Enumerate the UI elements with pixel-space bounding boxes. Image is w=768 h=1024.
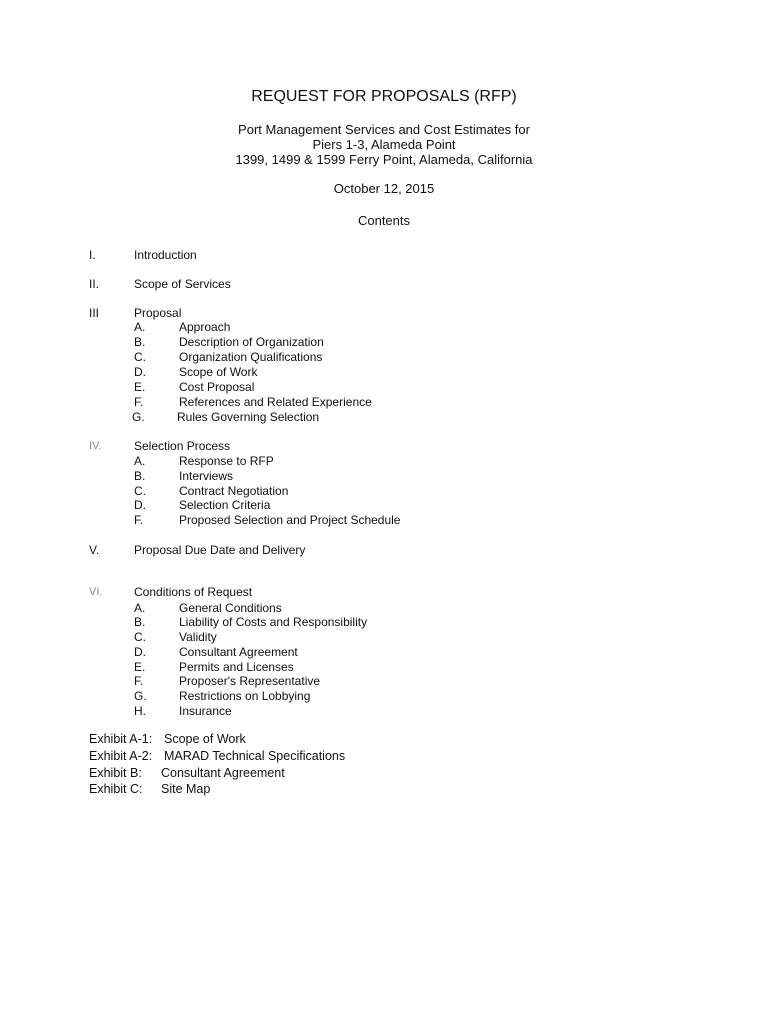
exhibit-title: Scope of Work	[164, 732, 246, 746]
subtitle-line-3: 1399, 1499 & 1599 Ferry Point, Alameda, California	[235, 152, 533, 167]
list-item-letter: C.	[134, 484, 146, 498]
exhibit-label: Exhibit A-1:	[89, 732, 153, 746]
list-item-letter: C.	[134, 630, 146, 644]
list-item-letter: G.	[134, 689, 147, 703]
section-number: I.	[89, 248, 96, 262]
exhibit-line	[89, 766, 285, 780]
section-title: Scope of Services	[134, 277, 231, 291]
list-item: Permits and Licenses	[179, 660, 294, 674]
exhibit-label: Exhibit A-2:	[89, 749, 153, 763]
list-item-letter: F.	[134, 395, 144, 409]
section-title: Proposal Due Date and Delivery	[134, 543, 306, 557]
exhibit-title: Consultant Agreement	[161, 766, 285, 780]
subtitle-line-2: Piers 1-3, Alameda Point	[312, 137, 456, 152]
list-item: General Conditions	[179, 601, 282, 615]
section-title: Conditions of Request	[134, 585, 253, 599]
list-item-letter: F.	[134, 674, 144, 688]
document-date: October 12, 2015	[333, 181, 435, 196]
list-item: Contract Negotiation	[179, 484, 289, 498]
list-item-letter: A.	[134, 601, 146, 615]
list-item: Liability of Costs and Responsibility	[179, 615, 368, 629]
list-item-letter: G.	[132, 410, 145, 424]
section-number: VI.	[89, 586, 103, 598]
list-item: References and Related Experience	[179, 395, 372, 409]
section-title: Proposal	[134, 306, 182, 320]
list-item: Scope of Work	[179, 365, 258, 379]
list-item: Response to RFP	[179, 454, 274, 468]
list-item-letter: H.	[134, 704, 146, 718]
list-item: Proposer's Representative	[179, 674, 321, 688]
list-item: Restrictions on Lobbying	[179, 689, 311, 703]
list-item: Rules Governing Selection	[177, 410, 320, 424]
list-item-letter: D.	[134, 365, 146, 379]
section-number: V.	[89, 543, 100, 557]
list-item: Interviews	[179, 469, 234, 483]
section-title: Selection Process	[134, 439, 231, 453]
list-item-letter: C.	[134, 350, 146, 364]
exhibit-line	[89, 749, 345, 763]
exhibit-title: MARAD Technical Specifications	[164, 749, 346, 763]
list-item-letter: D.	[134, 645, 146, 659]
contents-heading: Contents	[357, 213, 411, 228]
list-item: Description of Organization	[179, 335, 324, 349]
exhibit-title: Site Map	[161, 782, 211, 796]
section-title: Introduction	[134, 248, 197, 262]
list-item-letter: B.	[134, 615, 146, 629]
exhibit-line	[89, 782, 210, 796]
list-item-letter: F.	[134, 513, 144, 527]
section-number: IV.	[89, 440, 102, 452]
list-item: Organization Qualifications	[179, 350, 323, 364]
subtitle-line-1: Port Management Services and Cost Estimates for	[238, 122, 530, 137]
list-item: Consultant Agreement	[179, 645, 298, 659]
exhibit-line	[89, 732, 246, 746]
exhibit-label: Exhibit C:	[89, 782, 143, 796]
list-item: Selection Criteria	[179, 498, 271, 512]
list-item-letter: E.	[134, 380, 146, 394]
list-item: Cost Proposal	[179, 380, 255, 394]
list-item-letter: A.	[134, 320, 146, 334]
exhibit-label: Exhibit B:	[89, 766, 142, 780]
list-item-letter: A.	[134, 454, 146, 468]
document-title: REQUEST FOR PROPOSALS (RFP)	[251, 88, 517, 105]
list-item: Proposed Selection and Project Schedule	[179, 513, 401, 527]
section-number: II.	[89, 277, 100, 291]
list-item: Approach	[179, 320, 231, 334]
list-item-letter: B.	[134, 469, 146, 483]
list-item-letter: D.	[134, 498, 146, 512]
list-item: Insurance	[179, 704, 232, 718]
section-number: III	[89, 306, 100, 320]
list-item-letter: B.	[134, 335, 146, 349]
list-item: Validity	[179, 630, 217, 644]
list-item-letter: E.	[134, 660, 146, 674]
